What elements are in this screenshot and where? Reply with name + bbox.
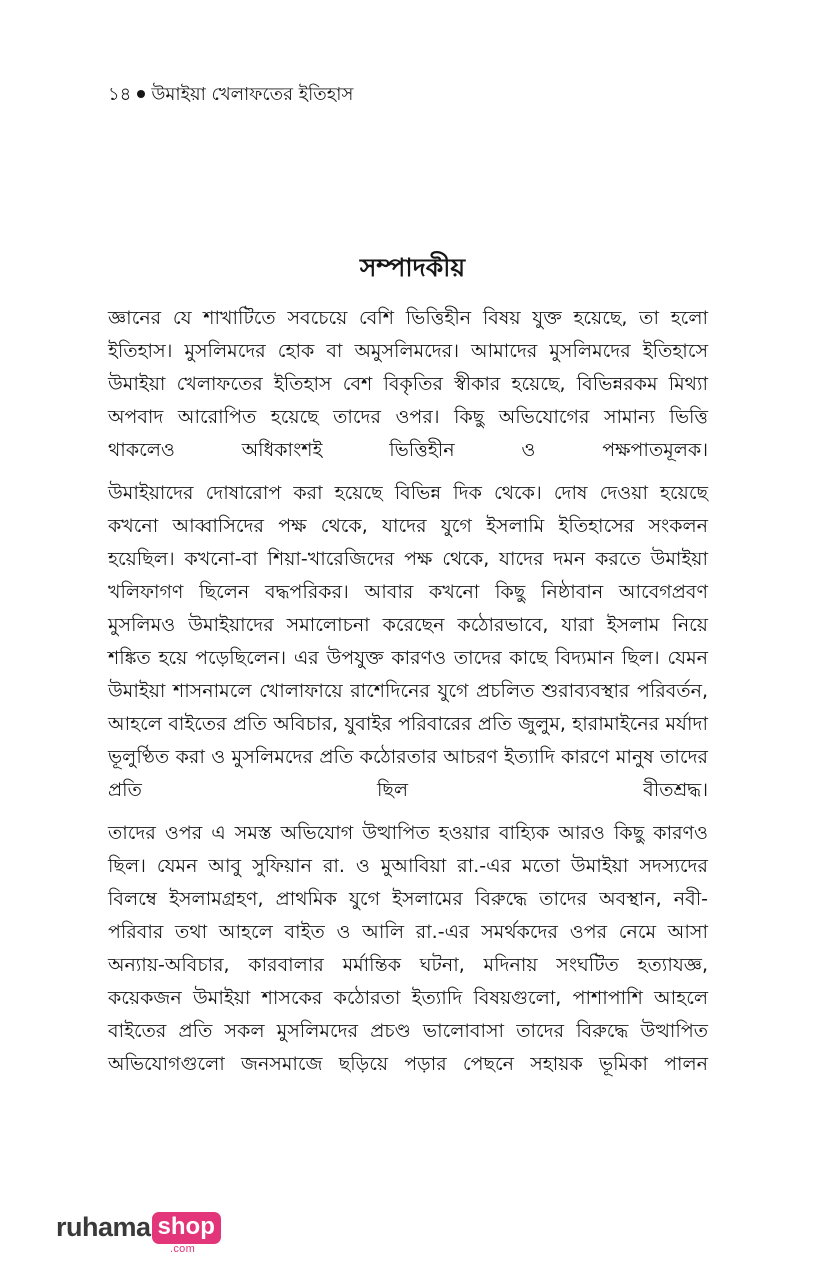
text-line: আবেগপ্রবণ মুসলিমও উমাইয়াদের সমালোচনা করেছেন কঠোরভাবে, যারা	[108, 581, 708, 636]
logo-shop-badge: shop	[152, 1212, 221, 1244]
text-line: অভিযোগগুলো জনসমাজে ছড়িয়ে পড়ার পেছনে সহায়ক ভূমিকা পালন	[108, 1053, 708, 1075]
text-line: প্রচলিত শুরাব্যবস্থার পরিবর্তন, আহলে বাইতের প্রতি অবিচার, যুবাইর	[108, 680, 708, 735]
text-line: কখনো আব্বাসিদের পক্ষ থেকে, যাদের যুগে ইসলামি ইতিহাসের সংকলন	[108, 515, 708, 537]
text-line: অন্যায়-অবিচার, কারবালার মর্মান্তিক ঘটনা, মদিনায় সংঘটিত হত্যাযজ্ঞ,	[108, 954, 708, 976]
text-line: পরিবার তথা আহলে বাইত ও আলি রা.-এর সমর্থকদের ওপর নেমে আসা	[108, 921, 708, 943]
running-head	[108, 84, 353, 106]
ruhamashop-logo	[56, 1210, 221, 1258]
bullet-icon	[137, 90, 145, 98]
text-line: হয়েছিল। কখনো-বা শিয়া-খারেজিদের পক্ষ থেকে, যাদের দমন করতে	[108, 548, 641, 570]
text-line: ইতিহাসে উমাইয়া খেলাফতের ইতিহাস বেশ বিকৃতির স্বীকার হয়েছে,	[108, 340, 709, 395]
text-line: কয়েকজন উমাইয়া শাসকের কঠোরতা ইত্যাদি বিষয়গুলো, পাশাপাশি আহলে	[108, 987, 708, 1009]
text-line: জ্ঞানের যে শাখাটিতে সবচেয়ে বেশি ভিত্তিহীন বিষয় যুক্ত হয়েছে, তা হলো	[108, 307, 708, 329]
page-number: ১৪	[108, 84, 132, 105]
text-line: তাদের ওপর এ সমস্ত অভিযোগ উত্থাপিত হওয়ার বাহ্যিক আরও কিছু কারণও	[108, 822, 708, 844]
text-line: উমাইয়াদের দোষারোপ করা হয়েছে বিভিন্ন দিক থেকে। দোষ দেওয়া হয়েছে	[108, 482, 708, 504]
chapter-title: সম্পাদকীয়	[359, 253, 466, 282]
text-line: ইতিহাস। মুসলিমদের হোক বা অমুসলিমদের। আমাদের মুসলিমদের	[108, 340, 631, 362]
text-line: পরিবারের প্রতি জুলুম, হারামাইনের মর্যাদা ভূলুণ্ঠিত করা ও মুসলিমদের প্রতি	[108, 713, 708, 768]
logo-domain: .com	[170, 1243, 196, 1255]
paragraph-1	[108, 302, 708, 467]
text-line: সামান্য ভিত্তি থাকলেও অধিকাংশই ভিত্তিহীন ও পক্ষপাতমূলক।	[108, 406, 708, 461]
text-line: বাইতের প্রতি সকল মুসলিমদের প্রচণ্ড ভালোবাসা তাদের বিরুদ্ধে উত্থাপিত	[108, 1020, 708, 1042]
text-line: বিদ্যমান ছিল। যেমন উমাইয়া শাসনামলে খোলাফায়ে রাশেদিনের যুগে	[108, 647, 709, 702]
paragraph-3	[108, 817, 708, 1081]
paragraph-2	[108, 477, 708, 807]
book-title: উমাইয়া খেলাফতের ইতিহাস	[151, 84, 354, 105]
text-line: বিলম্বে ইসলামগ্রহণ, প্রাথমিক যুগে ইসলামের বিরুদ্ধে তাদের অবস্থান, নবী-	[108, 888, 708, 910]
text-line: কঠোরতার আচরণ ইত্যাদি কারণে মানুষ তাদের প্রতি ছিল বীতশ্রদ্ধ।	[108, 746, 708, 801]
body-text	[108, 302, 708, 1091]
text-line: ছিল। যেমন আবু সুফিয়ান রা. ও মুআবিয়া রা.-এর মতো উমাইয়া সদস্যদের	[108, 855, 708, 877]
text-line: ইসলাম নিয়ে শঙ্কিত হয়ে পড়েছিলেন। এর উপযুক্ত কারণও তাদের কাছে	[108, 614, 708, 669]
text-line: বিভিন্নরকম মিথ্যা অপবাদ আরোপিত হয়েছে তাদের ওপর। কিছু অভিযোগের	[108, 373, 708, 428]
text-line: উমাইয়া খলিফাগণ ছিলেন বদ্ধপরিকর। আবার কখনো কিছু নিষ্ঠাবান	[108, 548, 708, 603]
logo-word: ruhama	[56, 1212, 151, 1242]
